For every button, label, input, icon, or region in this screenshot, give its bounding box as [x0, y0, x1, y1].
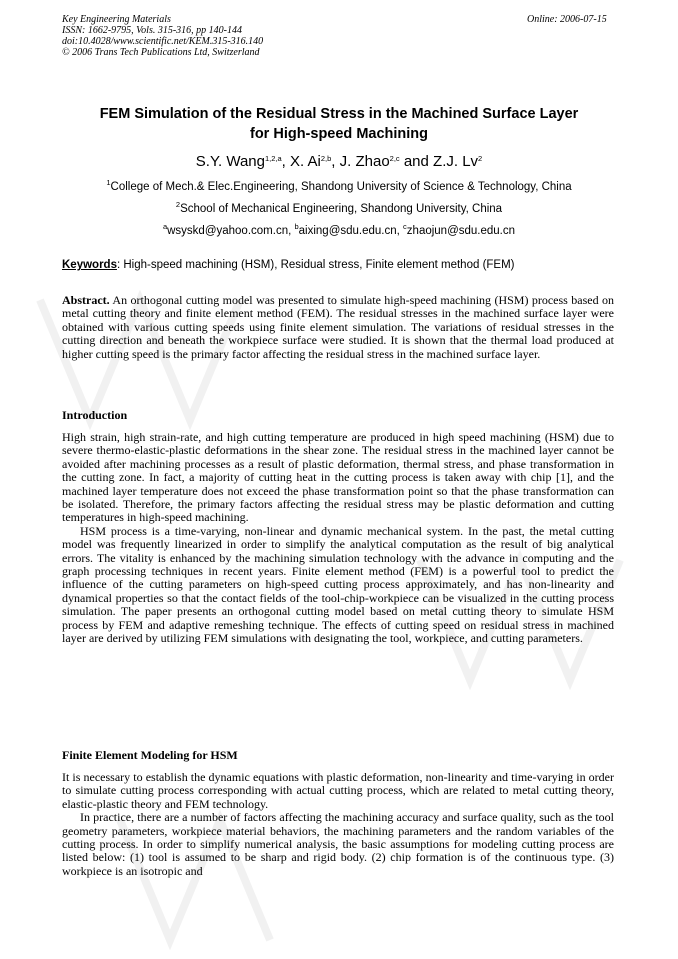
journal-issn: ISSN: 1662-9795, Vols. 315-316, pp 140-144 — [62, 25, 242, 36]
affiliation-2-text: School of Mechanical Engineering, Shandong University, China — [180, 203, 503, 215]
author-3-sup: 2,c — [389, 154, 400, 163]
email-b-sup: b — [294, 222, 299, 231]
author-3: , J. Zhao — [331, 153, 390, 170]
journal-header — [62, 14, 263, 58]
author-1: S.Y. Wang — [195, 153, 265, 170]
fem-paragraph-2: In practice, there are a number of factors affecting the machining accuracy and surface quality, such as the tool geometry parameters, workpiece material behaviors, the machining parameters and the random variables of the cutting process. In order to simplify numerical analysis, the basic assumptions for modeling cutting process are listed below: (1) tool is assumed to be sharp and rigid body. (2) chip formation is of the continuous type. (3) workpiece is an isotropic and — [62, 810, 614, 878]
paper-title — [62, 104, 616, 144]
intro-body — [62, 431, 614, 646]
keywords — [62, 258, 616, 272]
abstract — [62, 294, 614, 361]
author-4: and Z.J. Lv — [399, 153, 479, 170]
keywords-colon: : — [116, 259, 124, 271]
keywords-text: High-speed machining (HSM), Residual stress, Finite element method (FEM) — [123, 259, 515, 271]
abstract-text: An orthogonal cutting model was presented to simulate high-speed machining (HSM) process based on metal cutting theory and finite element method (FEM). The residual stresses in the machined surface layer were obtained with various cutting speeds using finite element simulation. The variations of residual stresses in the cutting direction and beneath the workpiece surface were studied. It is shown that the thermal load produced at higher cutting speed is the primary factor affecting the residual stress in the machined surface layer. — [62, 293, 614, 361]
online-date: Online: 2006-07-15 — [527, 14, 607, 25]
affiliation-1-sup: 1 — [106, 178, 111, 187]
title-line-1: FEM Simulation of the Residual Stress in the Machined Surface Layer — [99, 106, 579, 122]
author-1-sup: 1,2,a — [264, 154, 282, 163]
author-4-sup: 2 — [478, 154, 483, 163]
email-b[interactable]: aixing@sdu.edu.cn, — [298, 225, 404, 237]
abstract-label: Abstract. — [62, 293, 110, 307]
affiliation-2 — [62, 202, 616, 216]
fem-body — [62, 771, 614, 878]
affiliation-2-sup: 2 — [175, 200, 181, 209]
affiliation-1 — [62, 180, 616, 194]
intro-paragraph-1: High strain, high strain-rate, and high cutting temperature are produced in high speed machining (HSM) due to severe thermo-elastic-plastic deformations in the shear zone. The residual stress in the machined layer cannot be avoided after machining processes as a result of plastic deformation, thermal stress, and phase transformation in the cutting zone. In fact, a majority of cutting heat in the cutting process is taken away with chip [1], and the machined layer temperature does not exceed the phase transformation point so that the phase transformation can be isolated. Therefore, the primary factors affecting the residual stress may be plastic deformation and cutting temperatures in high-speed machining. — [62, 430, 614, 525]
journal-copyright: © 2006 Trans Tech Publications Ltd, Switzerland — [62, 47, 260, 58]
author-2-sup: 2,b — [320, 154, 332, 163]
fem-paragraph-1: It is necessary to establish the dynamic equations with plastic deformation, non-linearity and time-varying in order to simulate cutting process corresponding with actual cutting process, which are related to metal cutting theory, elastic-plastic theory and FEM technology. — [62, 770, 614, 811]
intro-heading: Introduction — [62, 408, 128, 422]
affiliation-1-text: College of Mech.& Elec.Engineering, Shandong University of Science & Technology, China — [110, 181, 572, 193]
keywords-label: Keywords — [62, 259, 117, 271]
email-a[interactable]: wsyskd@yahoo.com.cn, — [167, 225, 295, 237]
journal-doi[interactable]: doi:10.4028/www.scientific.net/KEM.315-316.140 — [62, 36, 264, 47]
email-c-sup: c — [403, 222, 407, 231]
email-a-sup: a — [162, 222, 168, 231]
email-c[interactable]: zhaojun@sdu.edu.cn — [406, 225, 516, 237]
journal-name: Key Engineering Materials — [62, 14, 171, 25]
author-emails — [62, 224, 616, 238]
author-list — [62, 152, 616, 172]
intro-paragraph-2: HSM process is a time-varying, non-linear and dynamic mechanical system. In the past, the metal cutting model was frequently linearized in order to simplify the analytical computation as the result of big analytical errors. The vitality is enhanced by the machining simulation technology with the advance in computing and the graph processing techniques in recent years. Finite element method (FEM) is a powerful tool to predict the influence of the cutting parameters on high-speed cutting process approximately, and has non-linearity and dynamical properties so that the contact fields of the tool-chip-workpiece can be visualized in the cutting process simulation. The paper presents an orthogonal cutting model based on metal cutting theory to simulate HSM process by FEM and adaptive remeshing technique. The effects of cutting speed on residual stress in machined layer are derived by utilizing FEM simulations with designating the tool, workpiece, and cutting parameters. — [62, 523, 614, 646]
title-line-2: for High-speed Machining — [249, 126, 429, 142]
fem-heading: Finite Element Modeling for HSM — [62, 748, 238, 762]
author-2: , X. Ai — [281, 153, 321, 170]
